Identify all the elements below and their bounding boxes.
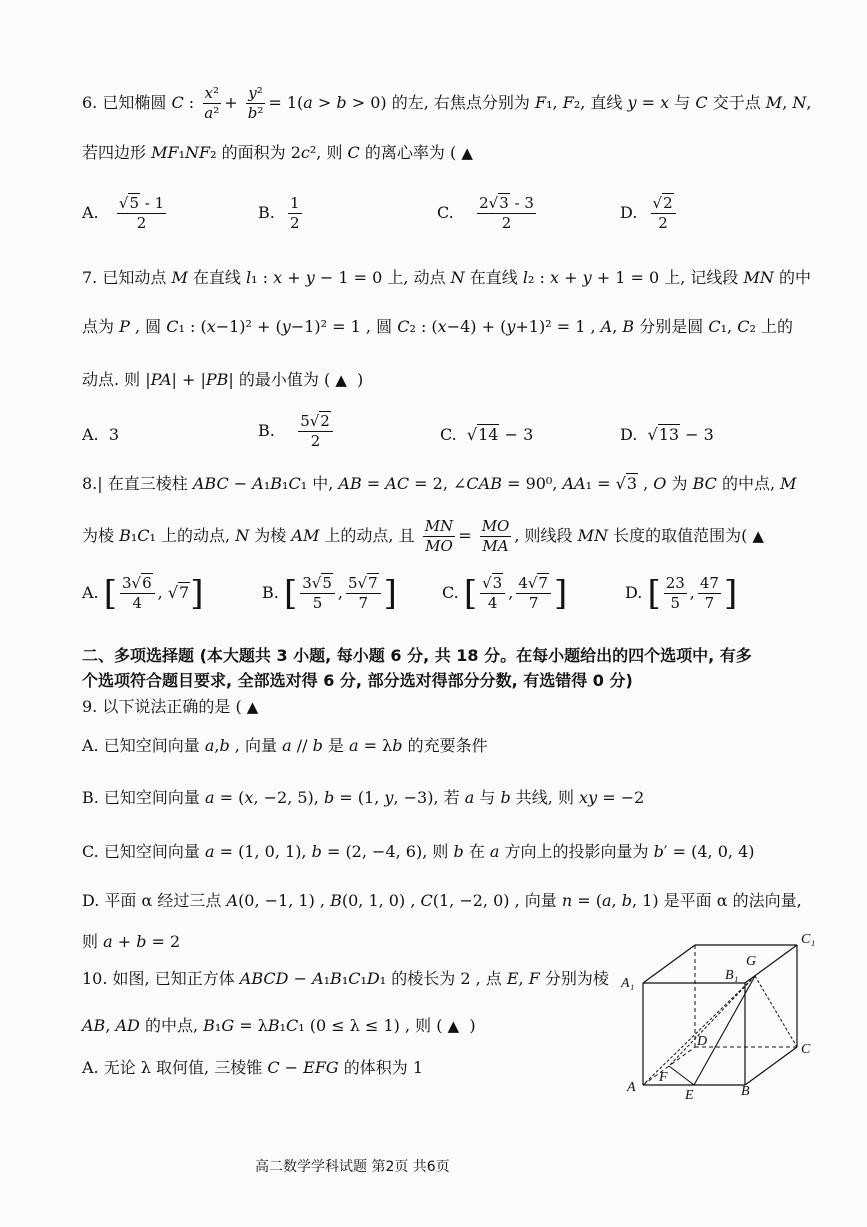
q10-option-a: A. 无论 λ 取何值, 三棱锥 C − EFG 的体积为 1 bbox=[82, 1058, 424, 1077]
label-e: E bbox=[685, 1088, 694, 1103]
q6-line2: 若四边形 MF₁NF₂ 的面积为 2c², 则 C 的离心率为 ( ▲ bbox=[82, 143, 473, 162]
q8-option-c: C. [ $\frac{√3}{4}$ , $\frac{4√7}{7}$ ] bbox=[442, 573, 568, 614]
q9-option-d-line1: D. 平面 α 经过三点 A(0, −1, 1) , B(0, 1, 0) , C(1, −2, 0) , 向量 n = (a, b, 1) 是平面 α 的法向量, bbox=[82, 891, 802, 910]
label-a: A bbox=[627, 1080, 636, 1095]
section2-line1: 二、多项选择题 (本大题共 3 小题, 每小题 6 分, 共 18 分。在每小题给出的四个选项中, 有多 bbox=[82, 646, 752, 665]
q8-option-b: B. [ $\frac{3√5}{5}$ , $\frac{5√7}{7}$ ] bbox=[262, 573, 397, 614]
label-b: B bbox=[741, 1084, 750, 1099]
label-c1: C₁ bbox=[801, 932, 816, 947]
label-b1: B₁ bbox=[725, 968, 739, 983]
q8-option-d: D. [ $\frac{23}{5}$ , $\frac{47}{7}$ ] bbox=[625, 573, 738, 614]
cube-figure bbox=[615, 925, 845, 1105]
q6-line1: 6. 已知椭圆 C : $\frac{\text{x²}}{\text{a²}}$ + $\frac{\text{y²}}{\text{b²}}$ = 1(a > b > 0) 的左, 右焦点分别为 F₁, F₂, 直线 y = x 与 C 交于点 M, N, bbox=[82, 84, 812, 122]
page-footer: 高二数学学科试题 第2页 共6页 bbox=[255, 1159, 450, 1175]
q7-option-c: C. √14 − 3 bbox=[440, 425, 534, 444]
label-a1: A₁ bbox=[621, 976, 635, 991]
q10-line1: 10. 如图, 已知正方体 ABCD − A₁B₁C₁D₁ 的棱长为 2 , 点 E, F 分别为棱 bbox=[82, 969, 609, 988]
section2-line2: 个选项符合题目要求, 全部选对得 6 分, 部分选对得部分分数, 有选错得 0 分) bbox=[82, 671, 633, 690]
q8-line2: 为棱 B₁C₁ 上的动点, N 为棱 AM 上的动点, 且 $\frac{MN}{MO}$ = $\frac{MO}{MA}$ , 则线段 MN 长度的取值范围为( ▲ bbox=[82, 517, 764, 555]
q9-option-b: B. 已知空间向量 a = (x, −2, 5), b = (1, y, −3), 若 a 与 b 共线, 则 xy = −2 bbox=[82, 788, 645, 807]
q9-option-d-line2: 则 a + b = 2 bbox=[82, 932, 181, 951]
q7-line1: 7. 已知动点 M 在直线 l₁ : x + y − 1 = 0 上, 动点 N 在直线 l₂ : x + y + 1 = 0 上, 记线段 MN 的中 bbox=[82, 268, 811, 287]
label-c: C bbox=[801, 1042, 811, 1057]
q7-line3: 动点. 则 |PA| + |PB| 的最小值为 ( ▲ ) bbox=[82, 370, 364, 389]
q8-option-a: A. [ $\frac{3√6}{4}$ , √7] bbox=[82, 573, 204, 614]
q7-option-d: D. √13 − 3 bbox=[620, 425, 714, 444]
label-d: D bbox=[697, 1034, 708, 1049]
q7-option-a: A. 3 bbox=[82, 425, 119, 444]
q6-option-d: D. $\frac{√2}{2}$ bbox=[620, 194, 679, 233]
label-g: G bbox=[746, 954, 757, 969]
q6-option-c: C. $\frac{2√3 - 3}{2}$ bbox=[437, 194, 534, 232]
q9-stem: 9. 以下说法正确的是 ( ▲ bbox=[82, 697, 259, 716]
q9-option-c: C. 已知空间向量 a = (1, 0, 1), b = (2, −4, 6), 则 b 在 a 方向上的投影向量为 b′ = (4, 0, 4) bbox=[82, 842, 755, 861]
label-f: F bbox=[659, 1070, 668, 1085]
q6-option-a: A. $\frac{√5 - 1}{2}$ bbox=[82, 194, 165, 232]
q10-line2: AB, AD 的中点, B₁G = λB₁C₁ (0 ≤ λ ≤ 1) , 则 ( ▲ ) bbox=[82, 1016, 476, 1035]
q7-option-b: B. $\frac{5√2}{2}$ bbox=[258, 412, 336, 451]
q8-line1: 8.| 在直三棱柱 ABC − A₁B₁C₁ 中, AB = AC = 2, ∠CAB = 90⁰, AA₁ = √3 , O 为 BC 的中点, M bbox=[82, 474, 797, 493]
q9-option-a: A. 已知空间向量 a,b , 向量 a // b 是 a = λb 的充要条件 bbox=[82, 736, 488, 755]
q6-option-b: B. $\frac{1}{2}$ bbox=[258, 194, 300, 232]
q7-line2: 点为 P , 圆 C₁ : (x−1)² + (y−1)² = 1 , 圆 C₂ : (x−4) + (y+1)² = 1 , A, B 分别是圆 C₁, C₂ 上的 bbox=[82, 317, 793, 336]
